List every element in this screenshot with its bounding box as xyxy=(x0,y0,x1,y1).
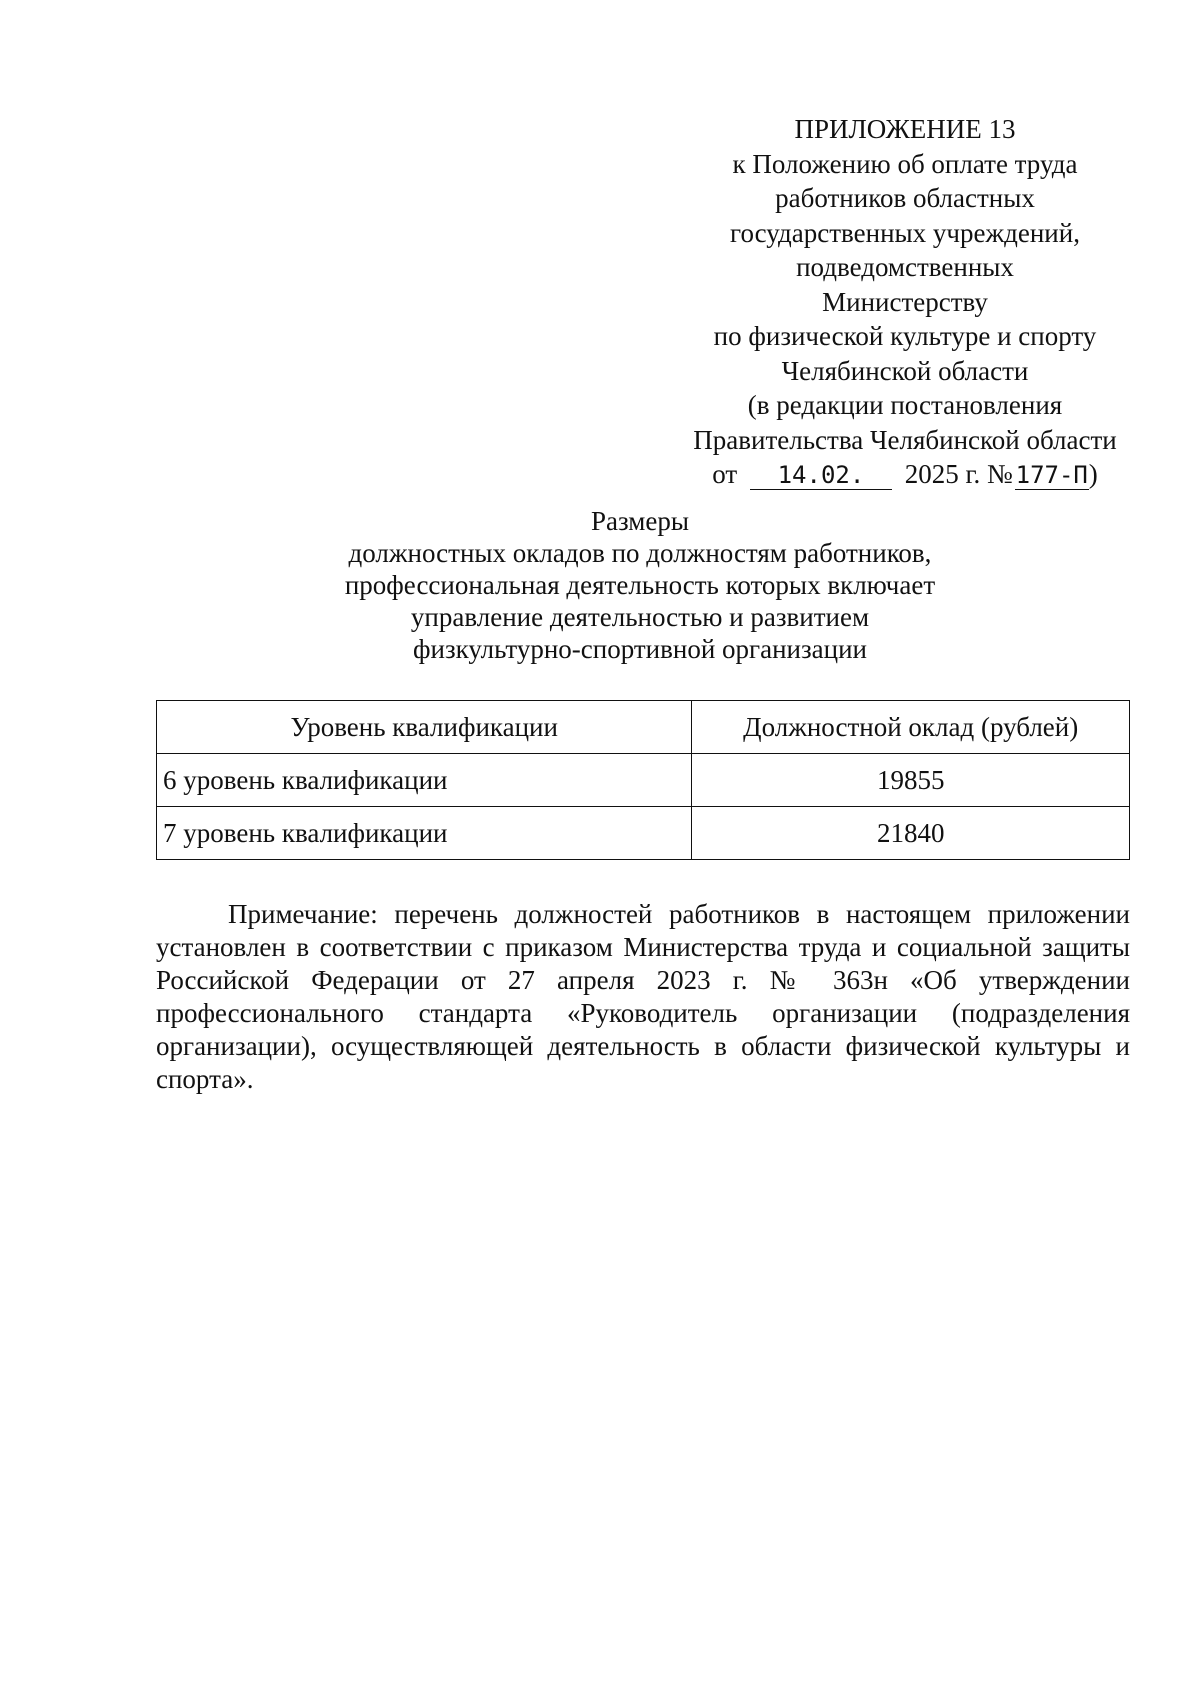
header-line: к Положению об оплате труда xyxy=(732,148,1078,179)
salary-amount: 21840 xyxy=(692,807,1130,860)
header-line: Правительства Челябинской области xyxy=(693,424,1117,455)
header-line: по физической культуре и спорту xyxy=(713,321,1097,351)
column-header-salary: Должностной оклад (рублей) xyxy=(692,701,1130,754)
title-line: физкультурно-спортивной организации xyxy=(413,634,867,664)
title-line: профессиональная деятельность которых включает xyxy=(344,570,936,600)
table-row xyxy=(157,807,1130,860)
header-line: государственных учреждений, xyxy=(730,217,1080,248)
qualification-level: 7 уровень квалификации xyxy=(157,807,692,860)
resolution-date-line xyxy=(660,457,1150,492)
salary-amount: 19855 xyxy=(692,754,1130,807)
title-line: должностных окладов по должностям работников, xyxy=(348,538,932,568)
column-header-level: Уровень квалификации xyxy=(157,701,692,754)
title-line: управление деятельностью и развитием xyxy=(410,602,870,632)
appendix-header xyxy=(660,112,1150,492)
header-line: (в редакции постановления xyxy=(747,390,1063,420)
salary-table xyxy=(156,700,1130,860)
appendix-title: ПРИЛОЖЕНИЕ 13 xyxy=(794,114,1016,144)
document-title xyxy=(160,505,1120,665)
title-line: Размеры xyxy=(591,506,689,536)
table-row xyxy=(157,754,1130,807)
header-line: Министерству xyxy=(822,286,988,317)
resolution-number: 177-П xyxy=(1015,461,1088,489)
header-line: подведомственных xyxy=(796,252,1014,282)
qualification-level: 6 уровень квалификации xyxy=(157,754,692,807)
resolution-year: 2025 г. № xyxy=(904,459,1013,489)
table-header-row xyxy=(157,701,1130,754)
header-line: работников областных xyxy=(775,183,1035,213)
closing-paren: ) xyxy=(1088,459,1098,489)
header-line: Челябинской области xyxy=(781,355,1029,386)
note-paragraph: Примечание: перечень должностей работников в настоящем приложении установлен в соответствии с приказом Министерства труда и социальной защиты Российской Федерации от 27 апреля 2023 г. № 363н «Об утверждении профессионального стандарта «Руководитель организации (подразделения организации), осуществляющей деятельность в области физической культуры и спорта». xyxy=(156,899,1130,1094)
resolution-date: 14.02. xyxy=(750,461,892,490)
date-prefix: от xyxy=(712,459,738,489)
